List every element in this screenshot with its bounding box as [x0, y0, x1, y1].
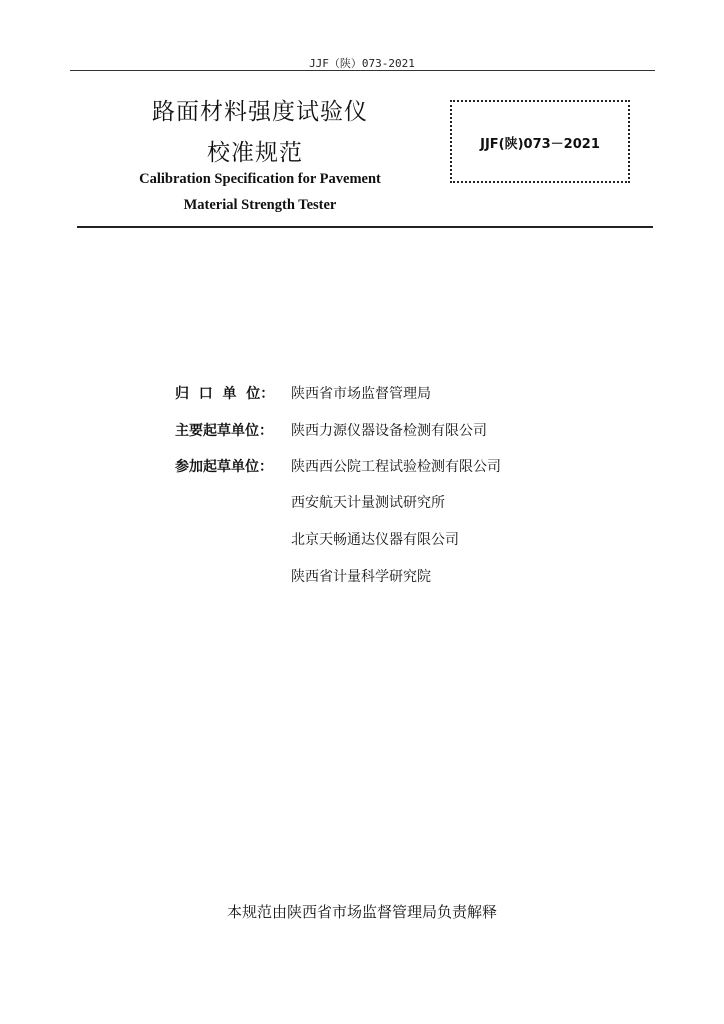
org-value-participating-3: 北京天畅通达仪器有限公司	[291, 532, 459, 548]
org-value-responsible: 陕西省市场监督管理局	[291, 386, 431, 402]
org-value-participating-4: 陕西省计量科学研究院	[291, 569, 431, 585]
title-rule	[77, 226, 653, 228]
org-value-participating-2: 西安航天计量测试研究所	[291, 495, 445, 511]
org-row-participating-3	[175, 529, 459, 549]
org-label-responsible: 归 口 单 位：	[175, 386, 275, 402]
header-code: JJF（陕）073-2021	[309, 57, 415, 70]
header-rule	[70, 70, 655, 71]
org-row-drafter-main	[175, 420, 487, 440]
org-row-participating-4	[175, 566, 431, 586]
org-label-drafter-main: 主要起草单位：	[175, 423, 273, 439]
org-row-participating-1	[175, 456, 501, 476]
title-zh-line2: 校准规范	[207, 140, 303, 166]
org-value-participating-1: 陕西西公院工程试验检测有限公司	[291, 459, 501, 475]
org-row-responsible	[175, 383, 431, 403]
org-value-drafter-main: 陕西力源仪器设备检测有限公司	[291, 423, 487, 439]
org-row-participating-2	[175, 492, 445, 512]
title-zh-line1: 路面材料强度试验仪	[152, 99, 368, 125]
title-en-line1: Calibration Specification for Pavement	[139, 171, 381, 187]
spec-code: JJF(陕)073－2021	[480, 137, 600, 152]
title-en-line2: Material Strength Tester	[183, 197, 337, 213]
footer-note: 本规范由陕西省市场监督管理局负责解释	[226, 903, 497, 921]
spec-code-box	[450, 100, 630, 183]
org-label-participating: 参加起草单位：	[175, 459, 273, 475]
